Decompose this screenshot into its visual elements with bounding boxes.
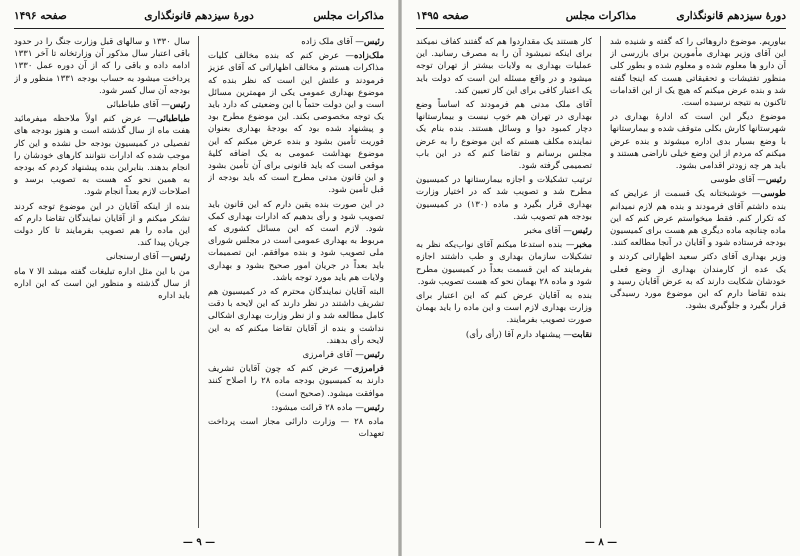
paragraph: طباطبائی— عرض کنم اولاً ملاحظه میفرمائید هفت ماه از سال گذشته است و هنوز بودجه های تفصیلی در کمیسیون بودجه حل نشده و این کار موجب شده که ادارات نتوانند کارهای خودشان را انجام بدهند. بنابراین بنده پیشنهاد کردم که بودجه به همین نحو که هست به تصویب برسد و اصلاحات لازم بعداً انجام شود. [14, 114, 190, 198]
paragraph: رئیس— آقای فرامرزی [302, 350, 384, 361]
left-page-right-column [208, 36, 384, 526]
paragraph: بنده از اینکه آقایان در این موضوع توجه کردند تشکر میکنم و از آقایان نمایندگان تقاضا دارم که این ماده را هم تصویب بفرمایند تا کار دولت جریان پیدا کند. [14, 201, 190, 249]
paragraph: رئیس— آقای ملک زاده [301, 37, 384, 47]
paragraph: طوسی— خوشبختانه یک قسمت از عرایض که بنده داشتم آقای فرمودند و بنده هم لازم نمیدانم که تکرار کنم. فقط میخواستم عرض کنم که این ماده چنانچه ماده دیگری هم هست برای کمیسیون بودجه فرستاده شود و آقایان در آنجا مطالعه کنند. [610, 189, 786, 249]
paragraph: من با این مثل اداره تبلیغات گفته میشد الا ۷ ماه از سال گذشته و منظور این است که این اداره باید اداره [14, 266, 190, 302]
paragraph: رئیس— ماده ۲۸ قرائت میشود: [271, 402, 384, 413]
right-page-right-column [610, 36, 786, 526]
paragraph: موضوع دیگر این است که ادارهٔ بهداری در شهرستانها کارش بکلی متوقف شده و بیمارستانها با وضع بسیار بدی اداره میشوند و بنده عرض میکنم که مردم از این وضع خیلی ناراضی هستند و باید هر چه زودتر اقدامی بشود. [610, 112, 786, 172]
paragraph: سال ۱۳۳۰ و سالهای قبل وزارت جنگ را در حدود باقی اعتبار سال مذکور آن وزارتخانه تا آخر ۱۳۳۱ ادامه داده و باقی را که از آن دوره عمل ۱۳۳۰ پرداخت میشود به حساب بودجه ۱۳۳۱ منظور و از بودجه آن سال کسر شود. [14, 37, 190, 96]
left-page-header [14, 10, 384, 26]
header-rule [416, 28, 786, 29]
paragraph: رئیس— آقای طوسی [710, 175, 786, 186]
paragraph: وزیر بهداری آقای دکتر سعید اظهاراتی کردند و یک عده از کارمندان بهداری از وضع فعلی خودشان شکایت دارند که به عرض آقایان رسید و بنده تقاضا دارم که این موضوع مورد رسیدگی قرار بگیرد و جلوگیری بشود. [610, 252, 786, 312]
paragraph: ماده ۲۸ — وزارت دارائی مجاز است پرداخت تعهدات [208, 417, 384, 440]
paragraph: ترتیب تشکیلات و اجازه بیمارستانها در کمیسیون مطرح شد و تصویب شد که در اختیار وزارت بهداری قرار بگیرد و ماده (۱۳۰) در کمیسیون بودجه هم تصویب شد. [416, 175, 592, 222]
paragraph: بنده به آقایان عرض کنم که این اعتبار برای وزارت بهداری لازم است و این ماده را باید بهمان صورت تصویب بفرمایند. [416, 291, 592, 326]
right-page [402, 0, 800, 556]
paragraph: فرامرزی— عرض کنم که چون آقایان تشریف دارند به کمیسیون بودجه ماده ۲۸ را اصلاح کنند موافقت میشود. (صحیح است) [208, 364, 384, 399]
header-rule [14, 28, 384, 29]
paragraph: رئیس— آقای طباطبائی [106, 100, 190, 111]
header-page-number: صفحه ۱۴۹۶ [14, 10, 67, 22]
header-section-title: مذاکرات مجلس [313, 10, 384, 22]
paragraph: در این صورت بنده یقین دارم که این قانون باید تصویب شود و رأی بدهیم که ادارات بهداری کمک شود. لازم است که این مسائل کشوری که مربوط به بهداری عمومی است در مجلس شورای ملی تصویب شود و بنده موافقم. این تصمیمات باید بعداً در جریان امور صحیح بشود و بهداری ولایات هم باید مورد توجه باشد. [208, 199, 384, 283]
column-divider [198, 36, 199, 528]
header-page-number: صفحه ۱۴۹۵ [416, 10, 469, 22]
header-section-title: مذاکرات مجلس [565, 10, 637, 22]
paragraph: البته آقایان نمایندگان محترم که در کمیسیون هم تشریف داشتند در نظر دارند که این لایحه با دقت کامل مطالعه شد و از نظر وزارت بهداری اشکالی نداشت و بنده از آقایان تقاضا میکنم که به این لایحه رأی بدهند. [208, 287, 384, 346]
paragraph: ملک‌زاده— عرض کنم که بنده مخالف کلیات مذاکرات هستم و مخالف اظهاراتی که آقای عزیز فرمودند و علتش این است که نظر بنده که موضوع بهداری عمومی یکی از مهمترین مسائل است و این دولت حتماً با این وضعیتی که دارد باید یک توجه مخصوصی بکند. این موضوع مطرح بود و پیشنهاد شده بود که بودجهٔ بهداری بعنوان فوریت تأمین بشود و بنده عرض میکنم که این موضوع بهداشت عمومی به یک اضافه کلیهٔ موقعی است که باید قانونی برای آن تأمین بشود و این قانون مدتی مطرح است که باید بودجه از قبل تأمین شود. [208, 51, 384, 196]
page-footer-number: — ۸ — [584, 537, 618, 548]
paragraph: آقای ملک مدنی هم فرمودند که اساساً وضع بهداری در تهران هم خوب نیست و بیمارستانها دچار کمبود دوا و وسائل هستند. بنده بنام یک نماینده مکلف هستم که این موضوع را به عرض مجلس برسانم و تقاضا کنم که در این باب تصمیمی گرفته شود. [416, 100, 592, 172]
paragraph: بیاوریم. موضوع داروهائی را که گفته و شنیده شد این آقای وزیر بهداری مأمورین برای بازرسی از آن دارو ها معلوم شده و معلوم شده و بطور کلی منظور تفتیشات و تحقیقاتی هست که اینجا گفته شد و بنده عرض میکنم که هیچ یک از این اقدامات تاکنون به نتیجه نرسیده است. [610, 37, 786, 109]
left-page-left-column [14, 36, 190, 526]
paragraph: رئیس— آقای ارسنجانی [105, 252, 190, 263]
paragraph: رئیس— آقای مخبر [524, 226, 592, 237]
left-page [0, 0, 398, 556]
column-divider [600, 36, 601, 528]
right-page-header [416, 10, 786, 26]
paragraph: کار هستند یک مقداردوا هم که گفتند کفاف نمیکند برای اینکه نمیشود آن را به مصرف رسانید. این عملیات بهداری به ولایات بیشتر از تهران توجه میشود و در واقع مسئله این است که دولت باید یک اعتبار کافی برای این کار تعیین کند. [416, 37, 592, 96]
paragraph: مخبر— بنده استدعا میکنم آقای نواب‌یکه نظر به تشکیلات سازمان بهداری و طب داشتند اجازه بفرمایند که این قسمت بعداً در کمیسیون مطرح شود و ماده ۲۸ بهمان نحو که هست تصویب شود. [416, 240, 592, 287]
paragraph: نقابت— پیشنهاد دارم آقا (رأی رأی) [465, 329, 592, 340]
right-page-left-column [416, 36, 592, 526]
page-footer-number: — ۹ — [182, 537, 216, 548]
header-session-title: دورهٔ سیزدهم قانونگذاری [144, 10, 254, 22]
header-session-title: دورهٔ سیزدهم قانونگذاری [676, 10, 786, 22]
